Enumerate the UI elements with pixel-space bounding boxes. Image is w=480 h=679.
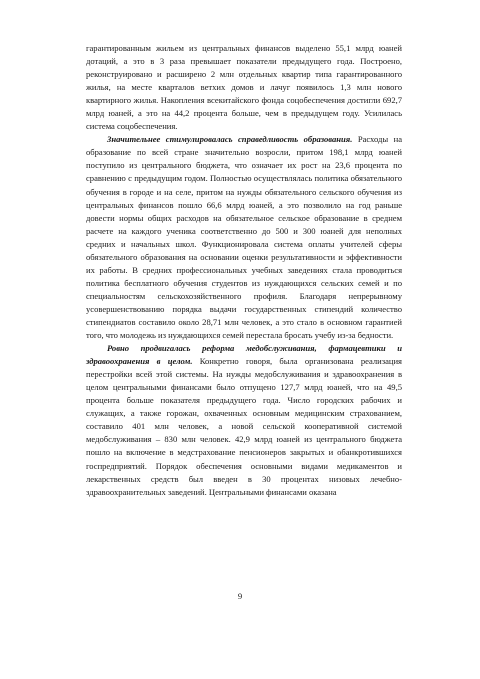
paragraph-healthcare xyxy=(86,342,402,499)
body-text xyxy=(86,42,402,499)
paragraph-text: Конкретно говоря, была организована реализация перестройки всей этой системы. На нужды медобслуживания и здравоохранения в целом центральными финансами было отпущено 127,7 млрд юаней, что на 49,5 процента больше показателя предыдущего года. Число городских рабочих и служащих, а также горожан, охваченных основным медицинским страхованием, составило 401 млн человек, а новой сельской кооперативной системой медобслуживания – 830 млн человек. 42,9 млрд юаней из центрального бюджета пошло на включение в медстрахование пенсионеров закрытых и обанкротившихся госпредприятий. Порядок обеспечения основными видами медикаментов и лекарственных средств был введен в 30 процентах низовых лечебно-здравоохранительных заведений. Центральными финансами оказана xyxy=(86,356,402,497)
paragraph-housing xyxy=(86,42,402,133)
paragraph-text: Расходы на образование по всей стране значительно возросли, притом 198,1 млрд юаней поступило из центрального бюджета, что означает их рост на 23,6 процента по сравнению с предыдущим годом. Полностью осуществлялась политика обязательного обучения в городе и на селе, притом на нужды обязательного сельского обучения из центральных финансов пошло 66,6 млрд юаней, а это позволило на год раньше довести нормы общих расходов на обязательное сельское образование в среднем расчете на каждого ученика соответственно до 500 и 300 юаней для неполных средних и начальных школ. Функционировала система оплаты учителей сферы обязательного образования на основании оценки результативности и эффективности их работы. В средних профессиональных учебных заведениях стала проводиться политика бесплатного обучения студентов из нуждающихся сельских семей и по специальностям сельскохозяйственного профиля. Благодаря непрерывному усовершенствованию порядка выдачи государственных стипендий количество стипендиатов составило около 28,71 млн человек, а это стало в основном гарантией того, что молодежь из нуждающихся семей перестала бросать учебу из-за бедности. xyxy=(86,134,402,341)
paragraph-text: гарантированным жильем из центральных финансов выделено 55,1 млрд юаней дотаций, а это в 3 раза превышает показатели предыдущего года. Построено, реконструировано и расширено 2 млн отдельных квартир типа гарантированного жилья, на месте кварталов ветхих домов и лачуг появилось 1,3 млн нового квартирного жилья. Накопления всекитайского фонда соцобеспечения достигли 692,7 млрд юаней, а это на 44,2 процента больше, чем в предыдущем году. Усилилась система соцобеспечения. xyxy=(86,43,402,132)
paragraph-lead: Ровно продвигалась реформа медобслуживания, фармацевтики и здравоохранения в целом. xyxy=(86,343,402,367)
page-number: 9 xyxy=(237,591,243,601)
paragraph-lead: Значительнее стимулировалась справедливость образования. xyxy=(107,134,353,145)
paragraph-education xyxy=(86,133,402,342)
